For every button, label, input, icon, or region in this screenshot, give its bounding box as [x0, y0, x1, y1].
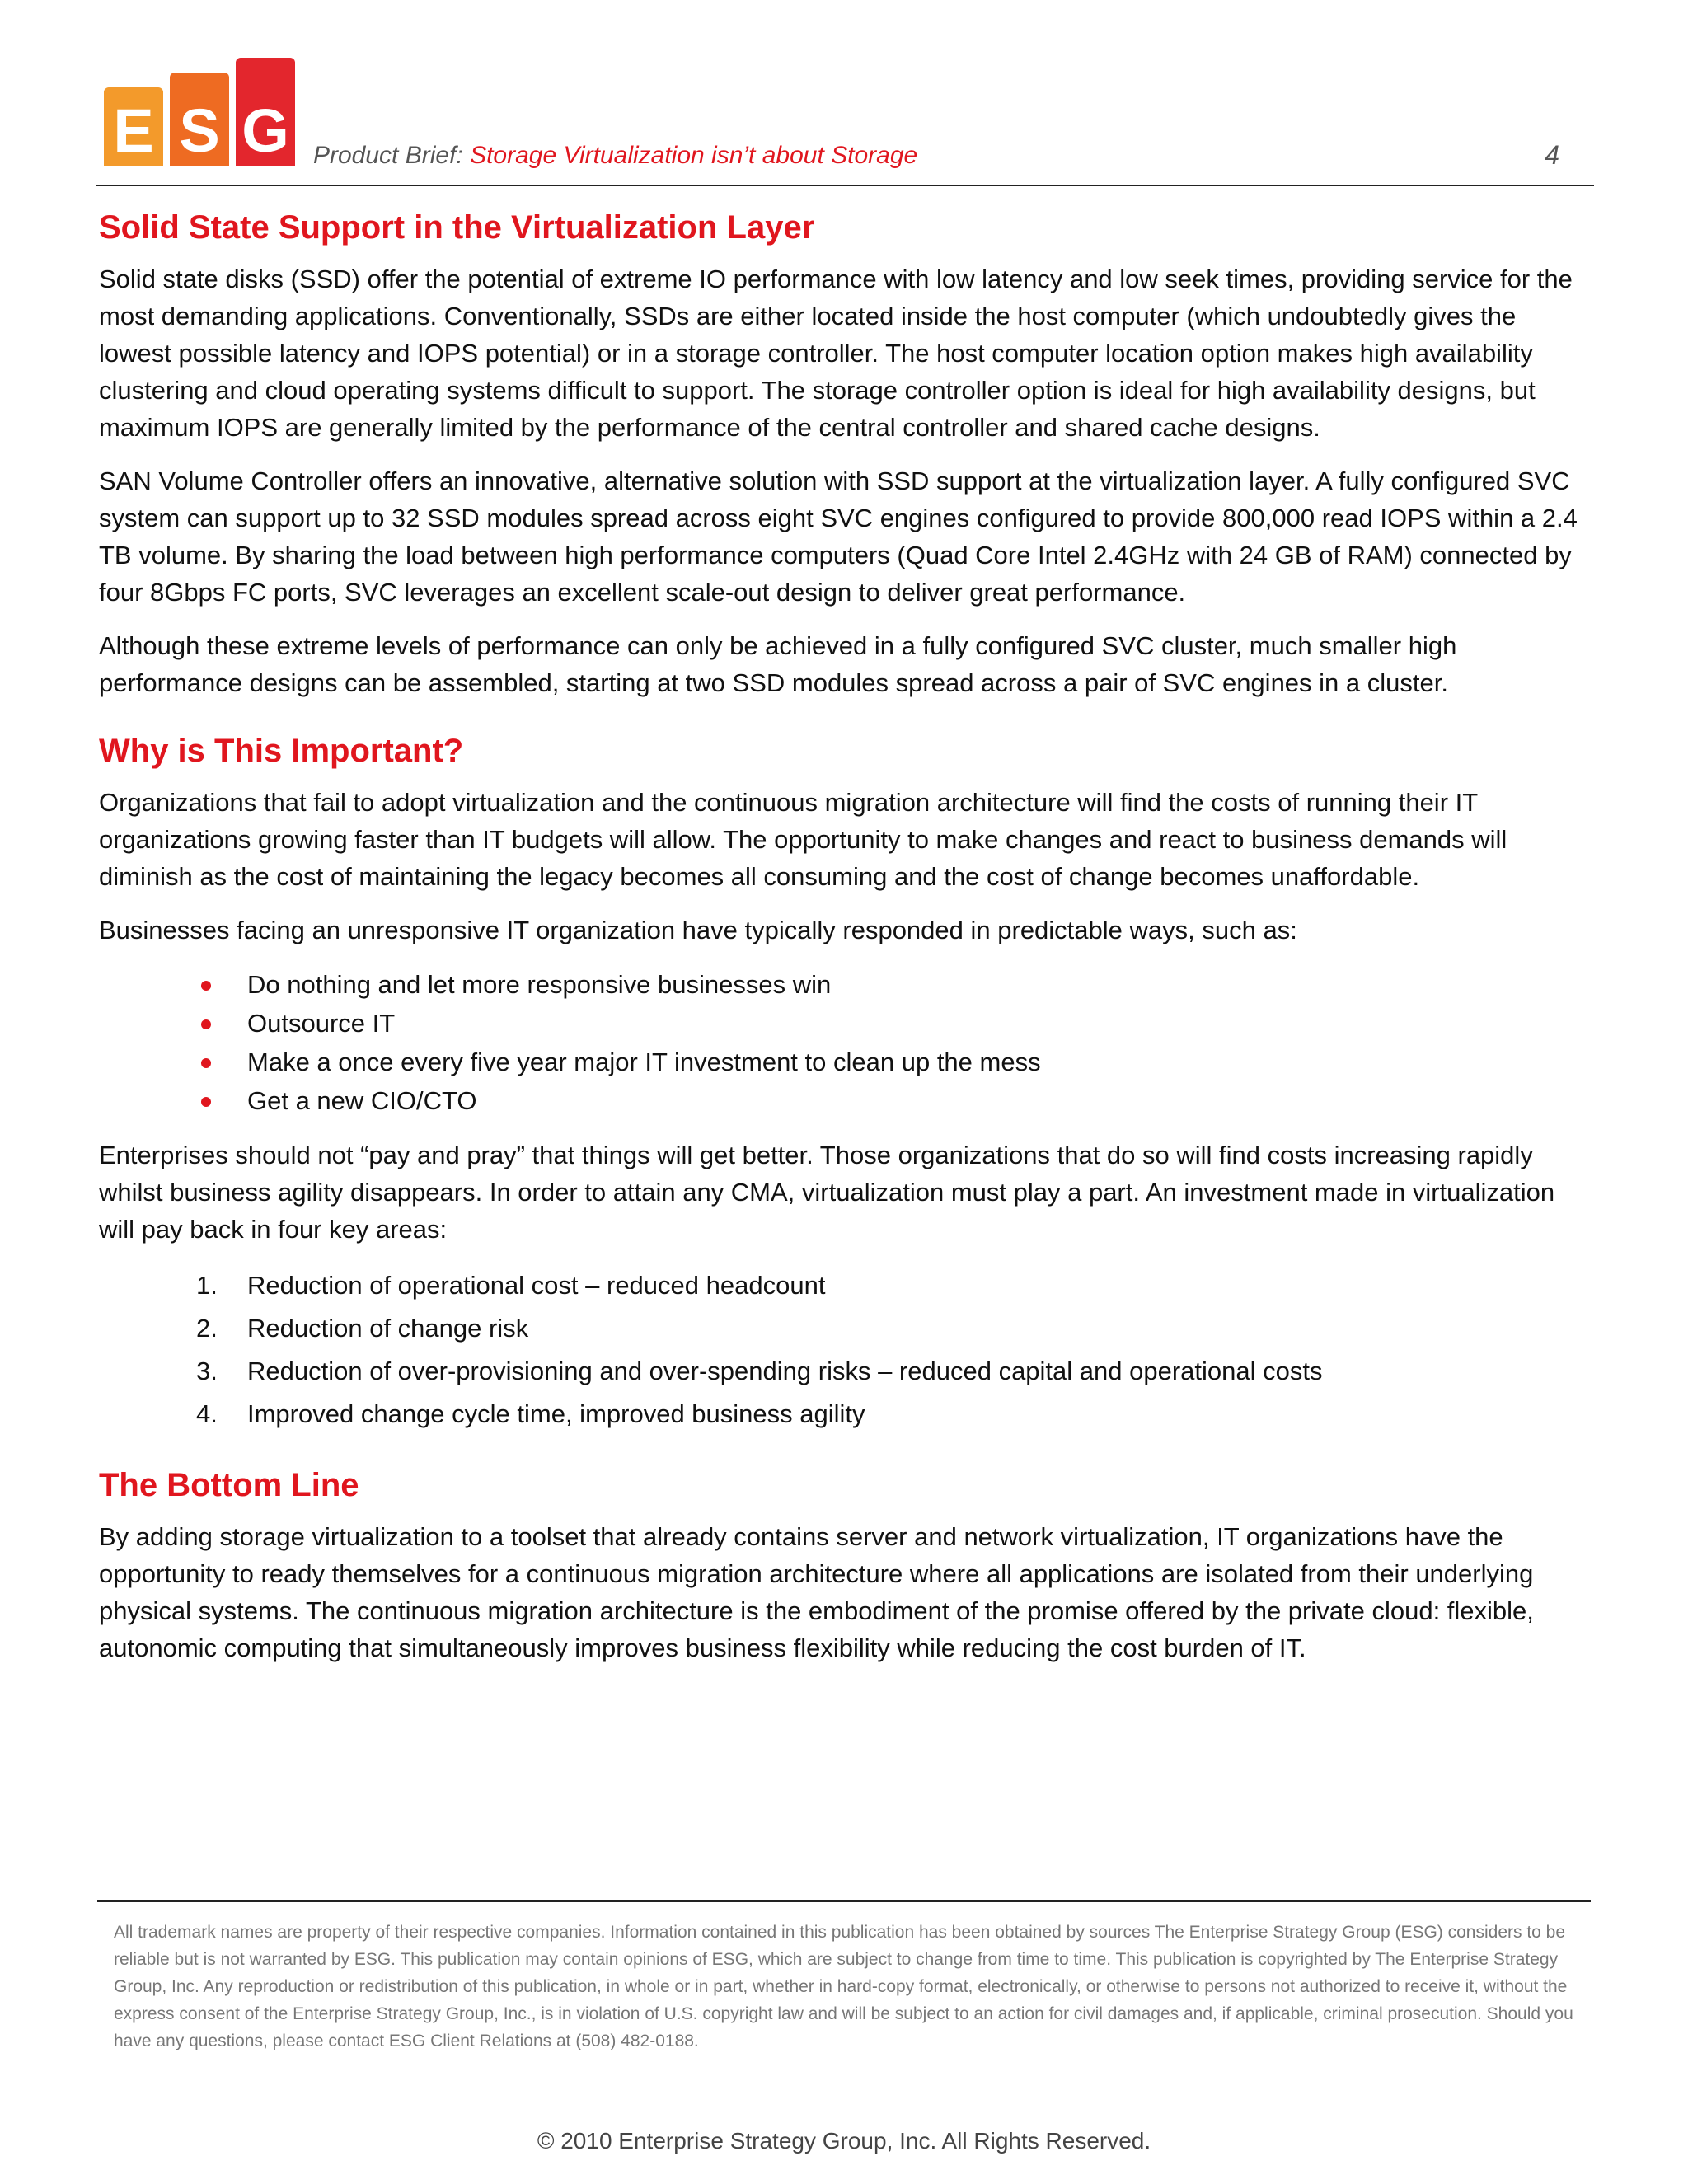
brief-prefix: Product Brief:	[313, 142, 471, 169]
paragraph: By adding storage virtualization to a toolset that already contains server and network virtualization, IT organizations have the opportunity to ready themselves for a continuous migration architecture where all applications are isolated from their underlying physical systems. The continuous migration architecture is the embodiment of the promise offered by the private cloud: flexible, autonomic computing that simultaneously improves business flexibility while reducing the cost burden of IT.	[99, 1522, 1534, 1662]
page-number: 4	[1545, 140, 1559, 170]
bullet-item: Get a new CIO/CTO	[247, 1081, 1592, 1120]
logo-tile-g: G	[236, 58, 295, 166]
bullet-list	[99, 965, 1592, 1120]
section-heading-bottom-line: The Bottom Line	[99, 1467, 359, 1503]
paragraph: SAN Volume Controller offers an innovative, alternative solution with SSD support at the virtualization layer. A fully configured SVC system can support up to 32 SSD modules spread across eight SVC engines configured to provide 800,000 read IOPS within a 2.4 TB volume. By sharing the load between high performance computers (Quad Core Intel 2.4GHz with 24 GB of RAM) connected by four 8Gbps FC ports, SVC leverages an excellent scale-out design to deliver great performance.	[99, 466, 1578, 607]
logo-tile-e: E	[104, 87, 163, 166]
numbered-item	[196, 1264, 1592, 1307]
paragraph: Businesses facing an unresponsive IT organization have typically responded in predictable ways, such as:	[99, 916, 1297, 944]
main-content	[99, 208, 1592, 1683]
logo-tile-s: S	[170, 73, 229, 166]
legal-disclaimer: All trademark names are property of their respective companies. Information contained in this publication has been obtained by sources The Enterprise Strategy Group (ESG) considers to be reliable but is not warranted by ESG. This publication may contain opinions of ESG, which are subject to change from time to time. This publication is copyrighted by The Enterprise Strategy Group, Inc. Any reproduction or redistribution of this publication, in whole or in part, whether in hard-copy format, electronically, or otherwise to persons not authorized to receive it, without the express consent of the Enterprise Strategy Group, Inc., is in violation of U.S. copyright law and will be subject to an action for civil damages and, if applicable, criminal prosecution. Should you have any questions, please contact ESG Client Relations at (508) 482-0188.	[114, 1923, 1573, 2050]
footer-divider	[97, 1900, 1591, 1902]
item-number: 1.	[196, 1271, 218, 1300]
numbered-item	[196, 1393, 1592, 1436]
esg-logo	[104, 58, 297, 166]
brief-title: Storage Virtualization isn’t about Storage	[470, 142, 918, 169]
item-text: Reduction of over-provisioning and over-spending risks – reduced capital and operational costs	[247, 1357, 1323, 1385]
copyright-notice: © 2010 Enterprise Strategy Group, Inc. All Rights Reserved.	[537, 2128, 1151, 2154]
item-text: Improved change cycle time, improved business agility	[247, 1399, 865, 1428]
numbered-item	[196, 1350, 1592, 1393]
section-heading-why: Why is This Important?	[99, 733, 464, 769]
numbered-list	[99, 1264, 1592, 1436]
running-header	[313, 142, 917, 170]
bullet-item: Make a once every five year major IT investment to clean up the mess	[247, 1043, 1592, 1081]
bullet-item: Outsource IT	[247, 1004, 1592, 1043]
paragraph: Organizations that fail to adopt virtualization and the continuous migration architecture will find the costs of running their IT organizations growing faster than IT budgets will allow. The opportunity to make changes and react to business demands will diminish as the cost of maintaining the legacy becomes all consuming and the cost of change becomes unaffordable.	[99, 788, 1507, 891]
paragraph: Although these extreme levels of performance can only be achieved in a fully configured SVC cluster, much smaller high performance designs can be assembled, starting at two SSD modules spread across a pair of SVC engines in a cluster.	[99, 631, 1457, 697]
paragraph: Solid state disks (SSD) offer the potential of extreme IO performance with low latency and low seek times, providing service for the most demanding applications. Conventionally, SSDs are either located inside the host computer (which undoubtedly gives the lowest possible latency and IOPS potential) or in a storage controller. The host computer location option makes high availability clustering and cloud operating systems difficult to support. The storage controller option is ideal for high availability designs, but maximum IOPS are generally limited by the performance of the central controller and shared cache designs.	[99, 265, 1573, 442]
header-divider	[96, 185, 1594, 186]
bullet-item: Do nothing and let more responsive businesses win	[247, 965, 1592, 1004]
numbered-item	[196, 1307, 1592, 1350]
item-number: 4.	[196, 1399, 218, 1428]
item-text: Reduction of operational cost – reduced headcount	[247, 1271, 826, 1300]
item-text: Reduction of change risk	[247, 1314, 529, 1343]
item-number: 2.	[196, 1314, 218, 1343]
item-number: 3.	[196, 1357, 218, 1385]
paragraph: Enterprises should not “pay and pray” that things will get better. Those organizations that do so will find costs increasing rapidly whilst business agility disappears. In order to attain any CMA, virtualization must play a part. An investment made in virtualization will pay back in four key areas:	[99, 1141, 1555, 1244]
section-heading-ssd: Solid State Support in the Virtualization Layer	[99, 209, 815, 246]
